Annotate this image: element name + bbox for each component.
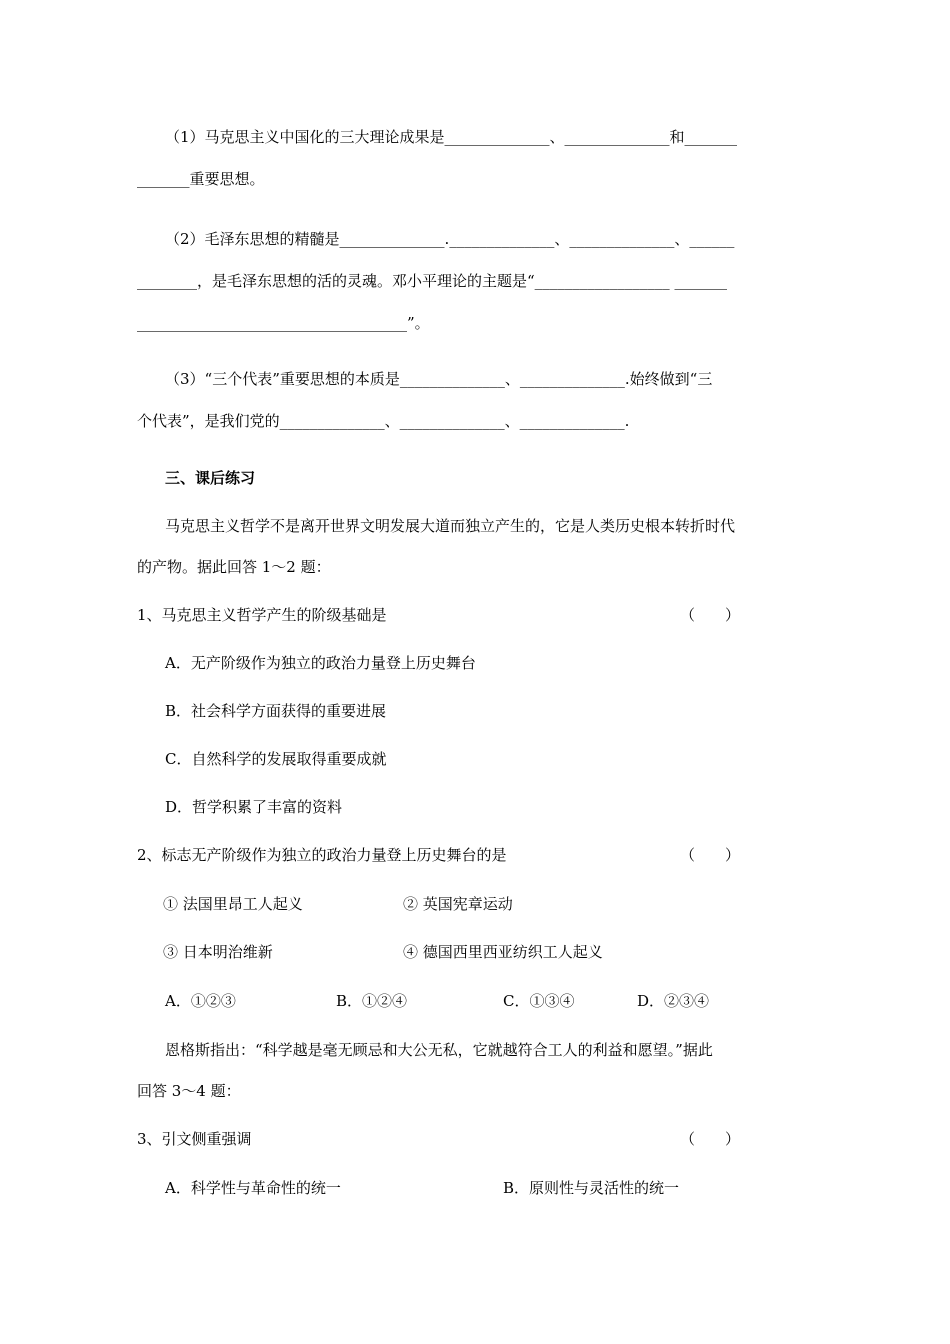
- section-heading: 三、课后练习: [165, 469, 256, 487]
- material2-line2: 回答 3～4 题：: [137, 1082, 241, 1100]
- question2-option-c: C．①③④: [503, 992, 575, 1010]
- material1-line1: 马克思主义哲学不是离开世界文明发展大道而独立产生的，它是人类历史根本转折时代: [165, 517, 736, 535]
- question2-item-3: ③ 日本明治维新: [163, 943, 273, 961]
- question2-item-1: ① 法国里昂工人起义: [163, 895, 303, 913]
- question2-item-2: ② 英国宪章运动: [403, 895, 513, 913]
- question2-answer-paren: （ ）: [680, 846, 741, 864]
- question3-answer-paren: （ ）: [680, 1130, 741, 1148]
- q2-line1: （2）毛泽东思想的精髓是______________.______________、______________、______: [165, 230, 735, 248]
- question1-option-c: C．自然科学的发展取得重要成就: [165, 750, 387, 768]
- question1-option-d: D．哲学积累了丰富的资料: [165, 798, 343, 816]
- material2-line1: 恩格斯指出：“科学越是毫无顾忌和大公无私，它就越符合工人的利益和愿望。”据此: [165, 1041, 713, 1059]
- question2-option-b: B．①②④: [336, 992, 408, 1010]
- question2-stem: 2、标志无产阶级作为独立的政治力量登上历史舞台的是: [137, 846, 507, 864]
- q1-line2: _______重要思想。: [137, 170, 265, 188]
- question2-option-d: D．②③④: [637, 992, 710, 1010]
- question1-answer-paren: （ ）: [680, 606, 741, 624]
- material1-line2: 的产物。据此回答 1～2 题：: [137, 558, 331, 576]
- question3-option-a: A．科学性与革命性的统一: [165, 1179, 341, 1197]
- question1-stem: 1、马克思主义哲学产生的阶级基础是: [137, 606, 387, 624]
- question1-option-b: B．社会科学方面获得的重要进展: [165, 702, 387, 720]
- q1-line1: （1）马克思主义中国化的三大理论成果是______________、______________和_______: [165, 128, 738, 146]
- question1-option-a: A．无产阶级作为独立的政治力量登上历史舞台: [165, 654, 476, 672]
- question2-option-a: A．①②③: [165, 992, 236, 1010]
- q3-line1: （3）“三个代表”重要思想的本质是______________、______________.始终做到“三: [165, 370, 713, 388]
- question3-stem: 3、引文侧重强调: [137, 1130, 252, 1148]
- q2-line2: ________，是毛泽东思想的活的灵魂。邓小平理论的主题是“__________________ _______: [137, 272, 727, 290]
- q2-line3: ____________________________________”。: [137, 314, 430, 332]
- q3-line2: 个代表”，是我们党的______________、______________、______________.: [137, 412, 630, 430]
- question2-item-4: ④ 德国西里西亚纺织工人起义: [403, 943, 603, 961]
- question3-option-b: B．原则性与灵活性的统一: [503, 1179, 680, 1197]
